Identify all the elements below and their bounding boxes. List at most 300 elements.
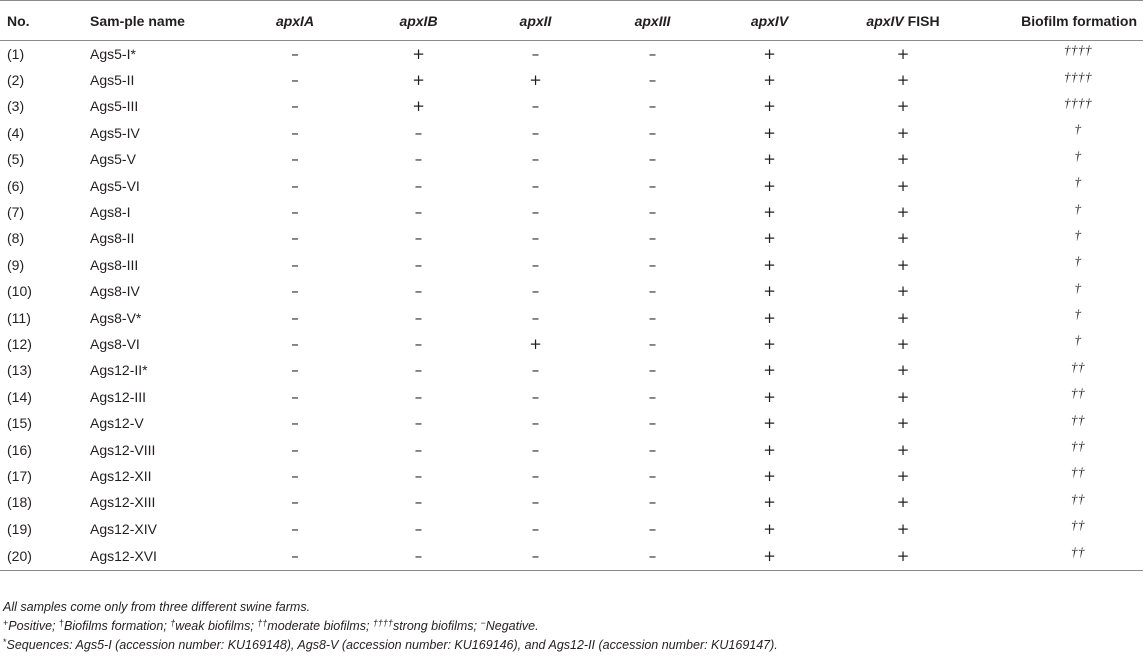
cell-sample-name: Ags8-III (90, 256, 139, 273)
cell-biofilm (978, 489, 1143, 515)
biofilm-level: †† (1071, 358, 1085, 374)
biofilm-wrapper (1019, 358, 1137, 379)
result-symbol: + (763, 150, 776, 169)
cell-apxiii (594, 172, 711, 198)
header-apxiv: apxIV (711, 1, 828, 41)
cell-apxib (360, 331, 477, 357)
biofilm-level: †† (1071, 464, 1085, 480)
cell-apxii (477, 146, 594, 172)
cell-no: (19) (7, 520, 32, 537)
cell-apxia (230, 357, 360, 383)
result-symbol: + (896, 361, 910, 380)
cell-biofilm (978, 41, 1143, 67)
cell-apxii (477, 41, 594, 67)
biofilm-wrapper (1019, 544, 1137, 564)
cell-apxia (230, 199, 360, 225)
cell-apxib (360, 252, 477, 278)
biofilm-level: †† (1071, 544, 1085, 560)
cell-apxii (477, 410, 594, 436)
table-row (0, 146, 1143, 172)
cell-apxia (230, 93, 360, 119)
cell-apxib (360, 225, 477, 251)
cell-apxiv (711, 384, 828, 410)
result-symbol: – (414, 361, 423, 380)
biofilm-wrapper (1019, 147, 1137, 168)
result-symbol: + (763, 519, 776, 538)
cell-apxiii (594, 199, 711, 225)
cell-apxii (477, 489, 594, 515)
cell-sample-name: Ags8-V* (90, 309, 142, 326)
cell-apxiii (594, 331, 711, 357)
biofilm-level: † (1074, 121, 1082, 137)
cell-sample-name: Ags12-XII (90, 467, 152, 484)
result-symbol: – (291, 229, 299, 248)
result-symbol: – (291, 308, 299, 327)
result-symbol: – (291, 519, 299, 538)
cell-no: (5) (7, 151, 25, 168)
cell-apxiii (594, 357, 711, 383)
result-symbol: – (648, 546, 657, 565)
result-symbol: + (412, 71, 425, 90)
header-apxiv-fish-gene: apxIV (866, 12, 904, 29)
cell-apxib (360, 489, 477, 515)
cell-no: (16) (7, 441, 32, 458)
result-symbol: – (648, 334, 657, 353)
result-symbol: – (291, 282, 299, 301)
result-symbol: – (531, 150, 540, 169)
cell-apxii (477, 172, 594, 198)
footnote-text-sequences: Sequences: Ags5-I (accession number: KU169148), Ags8-V (accession number: KU169146), and Ags12-II (accession number: KU169147). (6, 638, 778, 652)
result-symbol: + (896, 150, 910, 169)
cell-apxiv-fish (828, 41, 978, 67)
cell-sample-name: Ags8-IV (90, 283, 140, 300)
result-symbol: – (531, 255, 540, 274)
biofilm-level: †††† (1064, 42, 1092, 58)
cell-no: (10) (7, 283, 32, 300)
result-symbol: – (648, 440, 657, 459)
cell-apxii (477, 199, 594, 225)
header-biofilm-formation: Biofilm formation (978, 1, 1143, 41)
result-symbol: – (414, 440, 423, 459)
result-symbol: – (291, 123, 299, 142)
biofilm-level: † (1074, 200, 1082, 216)
result-symbol: – (531, 493, 540, 512)
biofilm-wrapper (1019, 517, 1137, 537)
cell-apxiv-fish (828, 357, 978, 383)
table-row (0, 172, 1143, 198)
cell-apxiv-fish (828, 225, 978, 251)
cell-apxiv (711, 463, 828, 489)
result-symbol: – (414, 546, 423, 565)
cell-sample-name: Ags12-III (90, 388, 147, 405)
cell-no: (2) (7, 72, 25, 89)
result-symbol: + (896, 176, 910, 195)
result-symbol: + (763, 466, 776, 485)
cell-apxii (477, 252, 594, 278)
table-row (0, 516, 1143, 542)
result-symbol: + (896, 519, 910, 538)
footnote-symbol-positive: + (3, 618, 9, 628)
biofilm-wrapper (1019, 42, 1137, 62)
biofilm-level: † (1074, 332, 1082, 348)
cell-apxii (477, 225, 594, 251)
cell-biofilm (978, 93, 1143, 119)
biofilm-wrapper (1019, 200, 1137, 221)
table-row (0, 67, 1143, 93)
biofilm-wrapper (1019, 279, 1137, 300)
result-symbol: – (291, 150, 299, 169)
result-symbol: – (414, 282, 423, 301)
table-row (0, 357, 1143, 383)
result-symbol: – (648, 493, 657, 512)
header-apxib: apxIB (360, 1, 477, 41)
result-symbol: – (648, 44, 657, 63)
cell-apxiv-fish (828, 252, 978, 278)
cell-no: (17) (7, 467, 32, 484)
result-symbol: – (291, 387, 299, 406)
cell-biofilm (978, 542, 1143, 571)
cell-apxib (360, 146, 477, 172)
result-symbol: – (291, 97, 299, 116)
footnote-symbol-asterisk: * (3, 637, 7, 647)
cell-sample-name: Ags5-VI (90, 177, 140, 194)
result-symbol: + (896, 203, 910, 222)
cell-biofilm (978, 463, 1143, 489)
result-symbol: + (529, 334, 542, 353)
result-symbol: – (414, 255, 423, 274)
footnote-symbol-strong: †††† (372, 618, 393, 628)
result-symbol: – (414, 387, 423, 406)
cell-sample-name: Ags12-XVI (90, 542, 230, 571)
cell-no: (1) (7, 45, 25, 62)
result-symbol: – (648, 150, 657, 169)
cell-apxiv (711, 357, 828, 383)
cell-apxii (477, 304, 594, 330)
biofilm-wrapper (1019, 438, 1137, 458)
cell-apxiii (594, 252, 711, 278)
cell-apxiii (594, 146, 711, 172)
cell-apxiv (711, 542, 828, 571)
cell-apxia (230, 278, 360, 304)
result-symbol: + (763, 361, 776, 380)
result-symbol: + (896, 308, 910, 327)
biofilm-wrapper (1019, 490, 1137, 511)
result-symbol: – (531, 466, 540, 485)
cell-apxib (360, 278, 477, 304)
footnote-symbol-biofilm: † (58, 618, 64, 628)
cell-no: (12) (7, 335, 32, 352)
footnote-text-strong: strong biofilms; (392, 619, 481, 633)
table-row (0, 278, 1143, 304)
cell-apxiv (711, 199, 828, 225)
cell-biofilm (978, 146, 1143, 172)
result-symbol: – (414, 493, 423, 512)
header-apxiv-fish (828, 1, 978, 41)
cell-biofilm (978, 252, 1143, 278)
result-symbol: + (763, 229, 776, 248)
result-symbol: – (648, 282, 657, 301)
cell-no: (9) (7, 256, 25, 273)
cell-apxia (230, 489, 360, 515)
biofilm-level: † (1074, 226, 1082, 242)
cell-sample-name: Ags12-II* (90, 362, 148, 379)
biofilm-wrapper (1019, 121, 1137, 141)
cell-biofilm (978, 384, 1143, 410)
cell-sample-name: Ags5-IV (90, 124, 140, 141)
cell-apxib (360, 199, 477, 225)
cell-apxib (360, 384, 477, 410)
cell-apxiii (594, 225, 711, 251)
table-row (0, 489, 1143, 515)
result-symbol: – (531, 440, 540, 459)
cell-apxiv (711, 304, 828, 330)
biofilm-wrapper (1019, 226, 1137, 247)
cell-apxib (360, 436, 477, 462)
cell-apxia (230, 384, 360, 410)
result-symbol: – (291, 493, 299, 512)
cell-sample-name: Ags5-V (90, 151, 136, 168)
biofilm-level: †† (1071, 490, 1085, 506)
biofilm-wrapper (1019, 306, 1137, 326)
cell-apxiv (711, 516, 828, 542)
cell-apxib (360, 93, 477, 119)
cell-apxiv-fish (828, 120, 978, 146)
result-symbol: + (896, 387, 910, 406)
cell-biofilm (978, 516, 1143, 542)
result-symbol: + (763, 546, 776, 565)
cell-apxiii (594, 120, 711, 146)
cell-biofilm (978, 225, 1143, 251)
result-symbol: – (648, 203, 657, 222)
footnote-farms: All samples come only from three different swine farms. (3, 600, 311, 614)
cell-apxiii (594, 278, 711, 304)
cell-apxiv (711, 252, 828, 278)
cell-apxia (230, 436, 360, 462)
cell-sample-name: Ags5-III (90, 98, 139, 115)
cell-no: (14) (7, 388, 32, 405)
cell-no: (7) (7, 204, 25, 221)
result-symbol: – (291, 334, 299, 353)
result-symbol: + (763, 308, 776, 327)
biofilm-level: †† (1071, 517, 1085, 533)
result-symbol: + (896, 493, 910, 512)
cell-apxiii (594, 304, 711, 330)
cell-sample-name: Ags8-I (90, 204, 131, 221)
cell-apxiv-fish (828, 436, 978, 462)
result-symbol: – (414, 123, 423, 142)
result-symbol: – (648, 308, 657, 327)
cell-no: (6) (7, 177, 25, 194)
cell-apxib (360, 120, 477, 146)
footnote-symbol-moderate: †† (257, 618, 268, 628)
table-row (0, 120, 1143, 146)
cell-apxiii (594, 410, 711, 436)
result-symbol: – (531, 387, 540, 406)
result-symbol: + (896, 229, 910, 248)
cell-apxiii (594, 93, 711, 119)
cell-apxiv-fish (828, 304, 978, 330)
cell-no: (11) (7, 309, 31, 326)
result-symbol: – (648, 229, 657, 248)
cell-apxiii (594, 41, 711, 67)
cell-apxiv-fish (828, 278, 978, 304)
result-symbol: + (896, 255, 910, 274)
cell-sample-name: Ags12-VIII (90, 441, 156, 458)
result-symbol: + (896, 123, 910, 142)
cell-apxia (230, 67, 360, 93)
header-apxia: apxIA (230, 1, 360, 41)
cell-apxib (360, 410, 477, 436)
cell-apxii (477, 120, 594, 146)
cell-apxia (230, 463, 360, 489)
cell-apxii (477, 542, 594, 571)
cell-apxii (477, 436, 594, 462)
result-symbol: + (763, 123, 776, 142)
cell-sample-name: Ags12-XIV (90, 520, 157, 537)
result-symbol: + (412, 44, 425, 63)
cell-apxiv-fish (828, 489, 978, 515)
cell-apxib (360, 304, 477, 330)
result-symbol: + (763, 176, 776, 195)
result-symbol: + (763, 255, 776, 274)
cell-biofilm (978, 436, 1143, 462)
cell-apxia (230, 252, 360, 278)
cell-apxia (230, 331, 360, 357)
cell-biofilm (978, 304, 1143, 330)
result-symbol: – (531, 414, 540, 433)
footnote-text-negative: Negative. (485, 619, 539, 633)
cell-apxib (360, 172, 477, 198)
cell-apxiii (594, 67, 711, 93)
cell-apxii (477, 67, 594, 93)
biofilm-wrapper (1019, 411, 1137, 432)
biofilm-level: † (1074, 147, 1082, 163)
cell-apxii (477, 93, 594, 119)
result-symbol: + (763, 71, 776, 90)
cell-no: (15) (7, 415, 32, 432)
result-symbol: + (412, 97, 425, 116)
result-symbol: + (896, 44, 910, 63)
cell-apxia (230, 120, 360, 146)
cell-apxib (360, 463, 477, 489)
table-body (0, 41, 1143, 571)
result-symbol: – (291, 71, 299, 90)
footnote-text-positive: Positive; (8, 619, 59, 633)
cell-apxiv (711, 436, 828, 462)
result-symbol: – (531, 97, 540, 116)
cell-biofilm (978, 172, 1143, 198)
cell-apxiv (711, 410, 828, 436)
cell-apxiv (711, 172, 828, 198)
result-symbol: – (531, 308, 540, 327)
cell-apxib (360, 67, 477, 93)
cell-apxiv-fish (828, 199, 978, 225)
table-row (0, 93, 1143, 119)
cell-apxiii (594, 489, 711, 515)
footnote-symbol-negative: − (480, 618, 486, 628)
cell-apxiii (594, 463, 711, 489)
biofilm-level: †† (1071, 411, 1085, 427)
cell-apxiv (711, 93, 828, 119)
cell-biofilm (978, 199, 1143, 225)
table-row (0, 304, 1143, 330)
result-symbol: + (763, 203, 776, 222)
result-symbol: – (531, 282, 540, 301)
biofilm-level: †† (1071, 438, 1085, 454)
result-symbol: – (531, 44, 540, 63)
table-row (0, 436, 1143, 462)
result-symbol: – (648, 97, 657, 116)
result-symbol: – (531, 176, 540, 195)
cell-apxiv (711, 120, 828, 146)
result-symbol: – (414, 176, 423, 195)
cell-apxia (230, 146, 360, 172)
header-no: No. (0, 1, 90, 41)
biofilm-wrapper (1019, 94, 1137, 115)
result-symbol: + (763, 282, 776, 301)
table-row (0, 252, 1143, 278)
cell-apxiii (594, 516, 711, 542)
cell-apxia (230, 41, 360, 67)
cell-no: (8) (7, 230, 25, 247)
biofilm-level: †††† (1064, 68, 1092, 84)
biofilm-wrapper (1019, 174, 1137, 194)
result-symbol: – (648, 519, 657, 538)
result-symbol: – (291, 466, 299, 485)
result-symbol: – (414, 308, 423, 327)
table-row (0, 331, 1143, 357)
cell-apxiv (711, 278, 828, 304)
result-symbol: – (531, 123, 540, 142)
biofilm-level: †††† (1064, 94, 1092, 110)
cell-apxiv-fish (828, 172, 978, 198)
cell-biofilm (978, 331, 1143, 357)
result-symbol: + (896, 282, 910, 301)
header-apxiii: apxIII (594, 1, 711, 41)
cell-apxiv-fish (828, 146, 978, 172)
cell-apxiii (594, 542, 711, 571)
result-symbol: – (648, 387, 657, 406)
cell-no: (18) (7, 494, 32, 511)
cell-apxii (477, 463, 594, 489)
result-symbol: + (763, 387, 776, 406)
result-symbol: – (291, 255, 299, 274)
result-symbol: + (763, 414, 776, 433)
result-symbol: + (896, 334, 910, 353)
result-symbol: – (291, 176, 299, 195)
biofilm-wrapper (1019, 332, 1137, 352)
cell-apxia (230, 225, 360, 251)
result-symbol: + (896, 466, 910, 485)
result-symbol: – (291, 546, 299, 565)
result-symbol: – (531, 519, 540, 538)
cell-sample-name: Ags12-V (90, 415, 144, 432)
header-apxiv-fish-suffix: FISH (903, 12, 940, 29)
cell-apxiv-fish (828, 93, 978, 119)
cell-apxiv-fish (828, 463, 978, 489)
cell-apxia (230, 410, 360, 436)
result-symbol: + (896, 71, 910, 90)
result-symbol: + (763, 440, 776, 459)
result-symbol: – (531, 203, 540, 222)
header-apxii: apxII (477, 1, 594, 41)
cell-sample-name: Ags8-VI (90, 335, 140, 352)
cell-apxiii (594, 384, 711, 410)
cell-apxii (477, 384, 594, 410)
cell-apxia (230, 172, 360, 198)
cell-apxii (477, 331, 594, 357)
result-symbol: + (763, 493, 776, 512)
